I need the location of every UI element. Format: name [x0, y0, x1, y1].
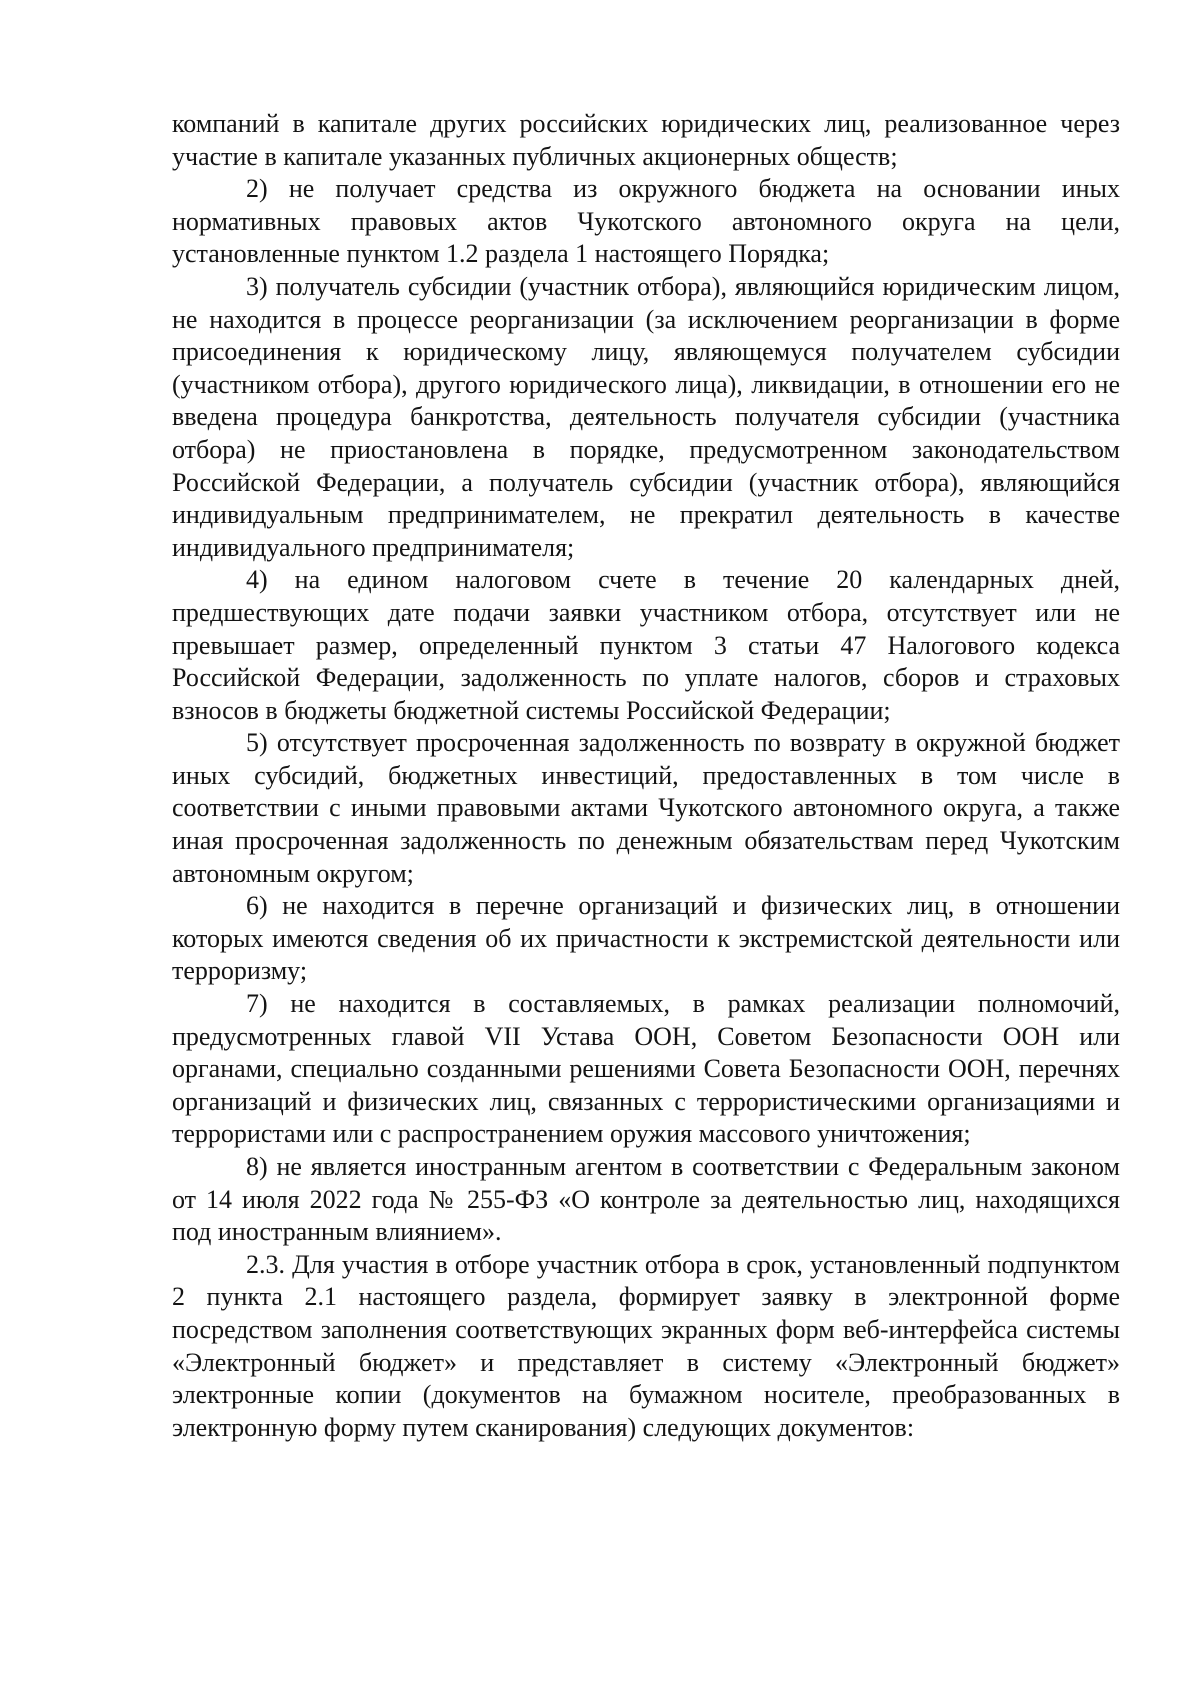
document-page — [172, 108, 1120, 1444]
paragraph-item-4: 4) на едином налоговом счете в течение 20 календарных дней, предшествующих дате подачи заявки участником отбора, отсутствует или не превышает размер, определенный пунктом 3 статьи 47 Налогового кодекса Российской Федерации, задолженность по уплате налогов, сборов и страховых взносов в бюджеты бюджетной системы Российской Федерации; — [172, 565, 1120, 725]
paragraph-item-6: 6) не находится в перечне организаций и физических лиц, в отношении которых имеются сведения об их причастности к экстремистской деятельности или терроризму; — [172, 891, 1120, 986]
paragraph-section-2-3: 2.3. Для участия в отборе участник отбора в срок, установленный подпунктом 2 пункта 2.1 настоящего раздела, формирует заявку в электронной форме посредством заполнения соответствующих экранных форм веб-интерфейса системы «Электронный бюджет» и представляет в систему «Электронный бюджет» электронные копии (документов на бумажном носителе, преобразованных в электронную форму путем сканирования) следующих документов: — [172, 1249, 1120, 1442]
paragraph-item-7: 7) не находится в составляемых, в рамках реализации полномочий, предусмотренных главой VII Устава ООН, Советом Безопасности ООН или органами, специально созданными решениями Совета Безопасности ООН, перечнях организаций и физических лиц, связанных с террористическими организациями и террористами или с распространением оружия массового уничтожения; — [172, 989, 1120, 1149]
paragraph-item-8: 8) не является иностранным агентом в соответствии с Федеральным законом от 14 июля 2022 года № 255-ФЗ «О контроле за деятельностью лиц, находящихся под иностранным влиянием». — [172, 1152, 1120, 1247]
paragraph-item-3: 3) получатель субсидии (участник отбора), являющийся юридическим лицом, не находится в процессе реорганизации (за исключением реорганизации в форме присоединения к юридическому лицу, являющемуся получателем субсидии (участником отбора), другого юридического лица), ликвидации, в отношении его не введена процедура банкротства, деятельность получателя субсидии (участника отбора) не приостановлена в порядке, предусмотренном законодательством Российской Федерации, а получатель субсидии (участник отбора), являющийся индивидуальным предпринимателем, не прекратил деятельность в качестве индивидуального предпринимателя; — [172, 271, 1120, 562]
paragraph-item-2: 2) не получает средства из окружного бюджета на основании иных нормативных правовых актов Чукотского автономного округа на цели, установленные пунктом 1.2 раздела 1 настоящего Порядка; — [172, 174, 1120, 269]
paragraph-continuation: компаний в капитале других российских юридических лиц, реализованное через участие в капитале указанных публичных акционерных обществ; — [172, 109, 1120, 171]
paragraph-item-5: 5) отсутствует просроченная задолженность по возврату в окружной бюджет иных субсидий, бюджетных инвестиций, предоставленных в том числе в соответствии с иными правовыми актами Чукотского автономного округа, а также иная просроченная задолженность по денежным обязательствам перед Чукотским автономным округом; — [172, 728, 1120, 888]
